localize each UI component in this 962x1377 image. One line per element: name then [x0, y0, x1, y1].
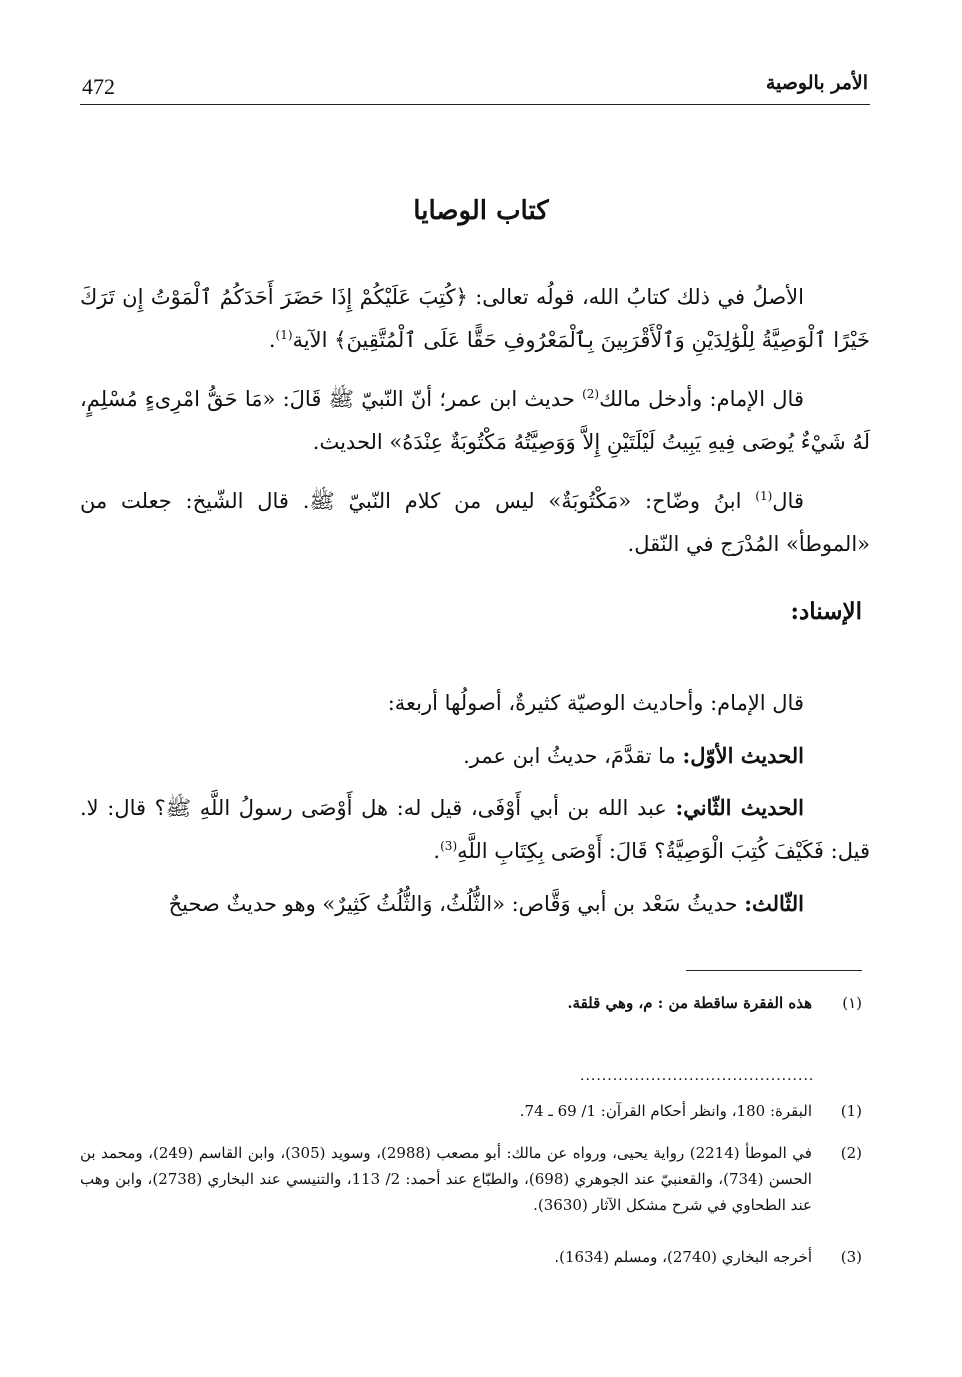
paragraph-text: ابنُ وضّاح: «مَكْتُوبَةٌ» ليس من كلام النّبيّ ﷺ. قال الشّيخ: جعلت من «الموطأ» المُدْرَج في النّقل.: [80, 489, 870, 556]
paragraph-text: حديث ابن عمر؛ أنّ النّبيّ ﷺ قَالَ: «مَا حَقُّ امْرِىءٍ مُسْلِمٍ، لَهُ شَيْءٌ يُوصَى فِيهِ يَبِيتُ لَيْلَتَيْنِ إِلاَّ وَوَصِيَّتُهُ مَكْتُوبَةٌ عِنْدَهُ» الحديث.: [80, 387, 870, 454]
paragraph-quran-verse: [80, 276, 870, 362]
footnote-text: البقرة: 180، وانظر أحكام القرآن: 1/ 69 ـ 74.: [519, 1102, 812, 1120]
footnote-number: (١): [842, 994, 862, 1012]
chapter-title: كتاب الوصايا: [413, 196, 549, 226]
paragraph-text: الأصلُ في ذلك كتابُ الله، قولُه تعالى: ﴿كُتِبَ عَلَيْكُمْ إِذَا حَضَرَ أَحَدَكُمُ ٱلْمَوْتُ إِن تَرَكَ خَيْرًا ٱلْوَصِيَّةُ لِلْوَٰلِدَيْنِ وَٱلْأَقْرَبِينَ بِٱلْمَعْرُوفِ حَقًّا عَلَى ٱلْمُتَّقِينَ﴾ الآية: [80, 285, 870, 352]
paragraph-end: .: [268, 328, 276, 352]
page-header: [80, 70, 870, 105]
paragraph-malik-hadith: [80, 378, 870, 464]
footnote-number: (2): [840, 1144, 862, 1162]
footnote-number: (3): [840, 1248, 862, 1266]
paragraph-text: قال: [772, 489, 804, 513]
editor-footnote: [80, 990, 862, 1016]
footnote-text: أخرجه البخاري (2740)، ومسلم (1634).: [554, 1248, 812, 1266]
footnote-dotted-separator: ...........................................: [580, 1068, 815, 1084]
hadith-text: عبد الله بن أبي أَوْفَى، قيل له: هل أَوْصَى رسولُ اللَّهِ ﷺ؟ قال: لا. قيل: فَكَيْفَ كُتِبَ الْوَصِيَّةُ؟ قَالَ: أَوْصَى بِكِتَابِ اللَّهِ: [80, 796, 870, 863]
footnote-number: (1): [840, 1102, 862, 1120]
hadith-first: [80, 734, 870, 778]
footnote-3: [80, 1244, 862, 1270]
hadith-third: [80, 882, 870, 926]
hadith-text: حديثُ سَعْد بن أبي وَقَّاص: «الثُّلُثُ، وَالثُّلُثُ كَثِيرٌ» وهو حديثٌ صحيحٌ: [168, 892, 745, 916]
hadith-end: .: [433, 839, 441, 863]
footnote-ref: (1): [275, 328, 293, 342]
hadith-second: [80, 786, 870, 873]
footnote-ref: (3): [440, 839, 458, 853]
page-number: 472: [82, 74, 115, 99]
footnote-ref: (1): [755, 489, 773, 503]
footnote-separator: [686, 970, 862, 971]
section-heading-isnad: الإسناد:: [790, 598, 862, 625]
isnad-intro: قال الإمام: وأحاديث الوصيّة كثيرةٌ، أصولُها أربعة:: [387, 691, 804, 715]
footnote-ref: (2): [582, 387, 600, 401]
hadith-text: ما تقدَّمَ، حديثُ ابن عمر.: [463, 744, 683, 768]
footnote-text: هذه الفقرة ساقطة من : م، وهي قلقة.: [567, 994, 812, 1012]
footnote-2: [80, 1140, 862, 1218]
footnote-text: في الموطأ (2214) رواية يحيى، ورواه عن مالك: أبو مصعب (2988)، وسويد (305)، وابن القاسم (249)، ومحمد بن الحسن (734)، والقعنبيّ عند الجوهري (698)، والطبّاع عند أحمد: 2/ 113، والتنيسي عند البخاري (2738)، وابن وهب عند الطحاوي في شرح مشكل الآثار (3630).: [80, 1144, 812, 1214]
hadith-label: الحديث الثّاني:: [675, 795, 805, 820]
footnote-1: [80, 1098, 862, 1124]
paragraph-ibn-waddah: [80, 480, 870, 566]
paragraph-text: قال الإمام: وأدخل مالك: [599, 387, 804, 411]
running-head: الأمر بالوصية: [765, 72, 868, 94]
hadith-label: الحديث الأوّل:: [682, 743, 804, 768]
hadith-label: الثّالث:: [744, 891, 804, 916]
